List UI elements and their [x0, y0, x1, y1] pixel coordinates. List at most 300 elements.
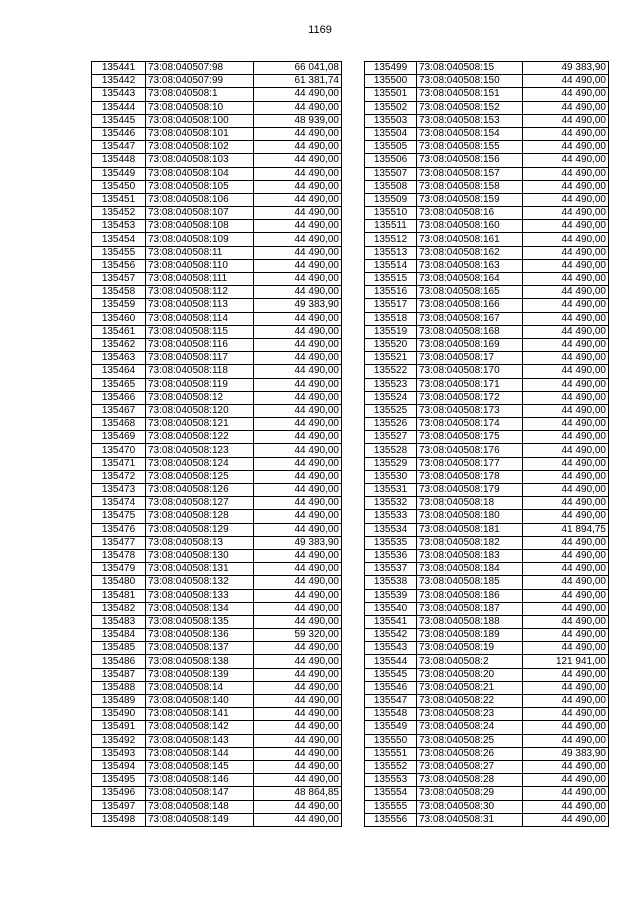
value-cell: 44 490,00 — [254, 563, 342, 576]
cadastral-number-cell: 73:08:040508:167 — [417, 312, 523, 325]
row-id-cell: 135508 — [365, 180, 417, 193]
value-cell: 44 490,00 — [523, 470, 609, 483]
row-id-cell: 135453 — [92, 220, 146, 233]
cadastral-number-cell: 73:08:040508:142 — [146, 721, 254, 734]
cadastral-number-cell: 73:08:040508:128 — [146, 510, 254, 523]
cadastral-number-cell: 73:08:040508:102 — [146, 141, 254, 154]
row-id-cell: 135465 — [92, 378, 146, 391]
row-id-cell: 135505 — [365, 141, 417, 154]
value-cell: 44 490,00 — [523, 576, 609, 589]
table-row — [92, 180, 342, 193]
table-row — [92, 88, 342, 101]
table-row — [365, 484, 609, 497]
table-row — [92, 75, 342, 88]
table-row — [92, 338, 342, 351]
row-id-cell: 135486 — [92, 655, 146, 668]
table-row — [92, 352, 342, 365]
cadastral-number-cell: 73:08:040508:101 — [146, 127, 254, 140]
cadastral-number-cell: 73:08:040508:184 — [417, 563, 523, 576]
value-cell: 44 490,00 — [254, 273, 342, 286]
table-row — [365, 299, 609, 312]
value-cell: 44 490,00 — [523, 246, 609, 259]
right-table-body — [365, 62, 609, 827]
row-id-cell: 135555 — [365, 800, 417, 813]
value-cell: 44 490,00 — [254, 681, 342, 694]
cadastral-number-cell: 73:08:040508:118 — [146, 365, 254, 378]
row-id-cell: 135448 — [92, 154, 146, 167]
cadastral-number-cell: 73:08:040508:147 — [146, 787, 254, 800]
value-cell: 44 490,00 — [254, 760, 342, 773]
row-id-cell: 135479 — [92, 563, 146, 576]
value-cell: 44 490,00 — [523, 378, 609, 391]
cadastral-number-cell: 73:08:040508:119 — [146, 378, 254, 391]
table-row — [92, 62, 342, 75]
value-cell: 59 320,00 — [254, 629, 342, 642]
value-cell: 44 490,00 — [254, 576, 342, 589]
table-row — [365, 549, 609, 562]
cadastral-number-cell: 73:08:040508:114 — [146, 312, 254, 325]
table-row — [92, 273, 342, 286]
table-row — [365, 721, 609, 734]
row-id-cell: 135473 — [92, 484, 146, 497]
table-row — [92, 233, 342, 246]
row-id-cell: 135523 — [365, 378, 417, 391]
row-id-cell: 135476 — [92, 523, 146, 536]
table-row — [92, 734, 342, 747]
table-row — [365, 457, 609, 470]
value-cell: 44 490,00 — [254, 457, 342, 470]
table-row — [365, 352, 609, 365]
row-id-cell: 135489 — [92, 695, 146, 708]
row-id-cell: 135517 — [365, 299, 417, 312]
cadastral-number-cell: 73:08:040508:146 — [146, 774, 254, 787]
row-id-cell: 135468 — [92, 418, 146, 431]
table-row — [365, 378, 609, 391]
cadastral-number-cell: 73:08:040508:170 — [417, 365, 523, 378]
table-row — [92, 391, 342, 404]
value-cell: 44 490,00 — [254, 207, 342, 220]
table-row — [365, 800, 609, 813]
table-row — [365, 404, 609, 417]
cadastral-number-cell: 73:08:040508:139 — [146, 668, 254, 681]
row-id-cell: 135497 — [92, 800, 146, 813]
cadastral-number-cell: 73:08:040508:126 — [146, 484, 254, 497]
row-id-cell: 135556 — [365, 813, 417, 826]
row-id-cell: 135455 — [92, 246, 146, 259]
value-cell: 44 490,00 — [523, 589, 609, 602]
table-row — [92, 760, 342, 773]
row-id-cell: 135507 — [365, 167, 417, 180]
table-row — [92, 193, 342, 206]
value-cell: 44 490,00 — [254, 668, 342, 681]
cadastral-number-cell: 73:08:040508:165 — [417, 286, 523, 299]
table-row — [365, 708, 609, 721]
cadastral-number-cell: 73:08:040508:100 — [146, 114, 254, 127]
row-id-cell: 135504 — [365, 127, 417, 140]
cadastral-number-cell: 73:08:040508:141 — [146, 708, 254, 721]
table-row — [92, 457, 342, 470]
left-table-body — [92, 62, 342, 827]
table-row — [365, 615, 609, 628]
table-row — [365, 101, 609, 114]
value-cell: 44 490,00 — [254, 391, 342, 404]
table-row — [365, 681, 609, 694]
value-cell: 44 490,00 — [523, 457, 609, 470]
row-id-cell: 135487 — [92, 668, 146, 681]
value-cell: 44 490,00 — [523, 774, 609, 787]
value-cell: 44 490,00 — [523, 338, 609, 351]
cadastral-number-cell: 73:08:040508:173 — [417, 404, 523, 417]
row-id-cell: 135482 — [92, 602, 146, 615]
cadastral-number-cell: 73:08:040508:10 — [146, 101, 254, 114]
cadastral-number-cell: 73:08:040508:21 — [417, 681, 523, 694]
cadastral-number-cell: 73:08:040508:27 — [417, 760, 523, 773]
table-row — [92, 602, 342, 615]
cadastral-number-cell: 73:08:040508:116 — [146, 338, 254, 351]
cadastral-number-cell: 73:08:040508:20 — [417, 668, 523, 681]
cadastral-number-cell: 73:08:040508:140 — [146, 695, 254, 708]
value-cell: 44 490,00 — [254, 497, 342, 510]
row-id-cell: 135503 — [365, 114, 417, 127]
cadastral-number-cell: 73:08:040508:158 — [417, 180, 523, 193]
table-row — [92, 299, 342, 312]
cadastral-number-cell: 73:08:040508:171 — [417, 378, 523, 391]
value-cell: 44 490,00 — [523, 734, 609, 747]
cadastral-number-cell: 73:08:040508:168 — [417, 325, 523, 338]
value-cell: 44 490,00 — [254, 800, 342, 813]
value-cell: 44 490,00 — [523, 391, 609, 404]
table-row — [365, 75, 609, 88]
table-row — [365, 734, 609, 747]
value-cell: 44 490,00 — [523, 273, 609, 286]
cadastral-number-cell: 73:08:040508:110 — [146, 259, 254, 272]
table-row — [92, 127, 342, 140]
value-cell: 44 490,00 — [254, 101, 342, 114]
row-id-cell: 135548 — [365, 708, 417, 721]
cadastral-number-cell: 73:08:040508:131 — [146, 563, 254, 576]
row-id-cell: 135474 — [92, 497, 146, 510]
table-row — [92, 154, 342, 167]
cadastral-number-cell: 73:08:040508:123 — [146, 444, 254, 457]
row-id-cell: 135512 — [365, 233, 417, 246]
cadastral-number-cell: 73:08:040508:179 — [417, 484, 523, 497]
row-id-cell: 135540 — [365, 602, 417, 615]
value-cell: 49 383,90 — [523, 62, 609, 75]
value-cell: 44 490,00 — [523, 510, 609, 523]
cadastral-number-cell: 73:08:040508:166 — [417, 299, 523, 312]
value-cell: 44 490,00 — [254, 352, 342, 365]
value-cell: 44 490,00 — [523, 233, 609, 246]
row-id-cell: 135483 — [92, 615, 146, 628]
table-row — [365, 62, 609, 75]
row-id-cell: 135502 — [365, 101, 417, 114]
row-id-cell: 135444 — [92, 101, 146, 114]
table-row — [92, 141, 342, 154]
value-cell: 44 490,00 — [254, 365, 342, 378]
cadastral-number-cell: 73:08:040508:19 — [417, 642, 523, 655]
row-id-cell: 135462 — [92, 338, 146, 351]
table-row — [92, 484, 342, 497]
row-id-cell: 135535 — [365, 536, 417, 549]
table-row — [365, 747, 609, 760]
table-row — [92, 523, 342, 536]
left-data-table — [91, 61, 342, 827]
value-cell: 44 490,00 — [254, 418, 342, 431]
cadastral-number-cell: 73:08:040508:121 — [146, 418, 254, 431]
table-row — [92, 259, 342, 272]
table-row — [365, 286, 609, 299]
row-id-cell: 135551 — [365, 747, 417, 760]
row-id-cell: 135452 — [92, 207, 146, 220]
value-cell: 44 490,00 — [254, 127, 342, 140]
cadastral-number-cell: 73:08:040508:189 — [417, 629, 523, 642]
row-id-cell: 135493 — [92, 747, 146, 760]
row-id-cell: 135536 — [365, 549, 417, 562]
value-cell: 44 490,00 — [254, 615, 342, 628]
row-id-cell: 135469 — [92, 431, 146, 444]
value-cell: 44 490,00 — [523, 497, 609, 510]
table-row — [365, 431, 609, 444]
value-cell: 44 490,00 — [254, 549, 342, 562]
table-row — [92, 615, 342, 628]
row-id-cell: 135513 — [365, 246, 417, 259]
cadastral-number-cell: 73:08:040508:120 — [146, 404, 254, 417]
value-cell: 44 490,00 — [523, 615, 609, 628]
row-id-cell: 135537 — [365, 563, 417, 576]
table-row — [365, 563, 609, 576]
row-id-cell: 135499 — [365, 62, 417, 75]
table-row — [365, 813, 609, 826]
table-row — [365, 312, 609, 325]
cadastral-number-cell: 73:08:040508:176 — [417, 444, 523, 457]
cadastral-number-cell: 73:08:040508:180 — [417, 510, 523, 523]
cadastral-number-cell: 73:08:040508:29 — [417, 787, 523, 800]
value-cell: 61 381,74 — [254, 75, 342, 88]
table-row — [365, 510, 609, 523]
table-row — [365, 536, 609, 549]
cadastral-number-cell: 73:08:040508:188 — [417, 615, 523, 628]
value-cell: 44 490,00 — [523, 444, 609, 457]
cadastral-number-cell: 73:08:040508:122 — [146, 431, 254, 444]
table-row — [365, 760, 609, 773]
table-row — [365, 167, 609, 180]
cadastral-number-cell: 73:08:040508:185 — [417, 576, 523, 589]
cadastral-number-cell: 73:08:040508:186 — [417, 589, 523, 602]
value-cell: 44 490,00 — [254, 602, 342, 615]
cadastral-number-cell: 73:08:040508:132 — [146, 576, 254, 589]
table-row — [92, 642, 342, 655]
value-cell: 44 490,00 — [254, 312, 342, 325]
cadastral-number-cell: 73:08:040508:23 — [417, 708, 523, 721]
cadastral-number-cell: 73:08:040508:154 — [417, 127, 523, 140]
table-row — [92, 286, 342, 299]
row-id-cell: 135466 — [92, 391, 146, 404]
table-row — [365, 114, 609, 127]
cadastral-number-cell: 73:08:040508:161 — [417, 233, 523, 246]
row-id-cell: 135464 — [92, 365, 146, 378]
table-row — [92, 681, 342, 694]
cadastral-number-cell: 73:08:040508:134 — [146, 602, 254, 615]
row-id-cell: 135546 — [365, 681, 417, 694]
row-id-cell: 135480 — [92, 576, 146, 589]
row-id-cell: 135488 — [92, 681, 146, 694]
table-row — [365, 259, 609, 272]
cadastral-number-cell: 73:08:040508:103 — [146, 154, 254, 167]
value-cell: 44 490,00 — [523, 101, 609, 114]
cadastral-number-cell: 73:08:040508:26 — [417, 747, 523, 760]
table-row — [365, 642, 609, 655]
row-id-cell: 135496 — [92, 787, 146, 800]
table-row — [365, 88, 609, 101]
row-id-cell: 135459 — [92, 299, 146, 312]
cadastral-number-cell: 73:08:040508:108 — [146, 220, 254, 233]
value-cell: 44 490,00 — [254, 404, 342, 417]
table-row — [365, 602, 609, 615]
row-id-cell: 135463 — [92, 352, 146, 365]
value-cell: 44 490,00 — [523, 299, 609, 312]
table-row — [92, 470, 342, 483]
value-cell: 44 490,00 — [254, 734, 342, 747]
value-cell: 44 490,00 — [254, 154, 342, 167]
value-cell: 44 490,00 — [523, 167, 609, 180]
cadastral-number-cell: 73:08:040507:99 — [146, 75, 254, 88]
cadastral-number-cell: 73:08:040508:157 — [417, 167, 523, 180]
row-id-cell: 135526 — [365, 418, 417, 431]
cadastral-number-cell: 73:08:040508:148 — [146, 800, 254, 813]
value-cell: 44 490,00 — [523, 127, 609, 140]
table-row — [92, 589, 342, 602]
table-row — [365, 127, 609, 140]
row-id-cell: 135552 — [365, 760, 417, 773]
table-row — [365, 576, 609, 589]
value-cell: 44 490,00 — [254, 193, 342, 206]
value-cell: 44 490,00 — [523, 563, 609, 576]
cadastral-number-cell: 73:08:040508:28 — [417, 774, 523, 787]
table-row — [92, 695, 342, 708]
row-id-cell: 135539 — [365, 589, 417, 602]
table-row — [365, 774, 609, 787]
table-row — [92, 312, 342, 325]
cadastral-number-cell: 73:08:040508:115 — [146, 325, 254, 338]
row-id-cell: 135491 — [92, 721, 146, 734]
cadastral-number-cell: 73:08:040508:164 — [417, 273, 523, 286]
cadastral-number-cell: 73:08:040508:138 — [146, 655, 254, 668]
cadastral-number-cell: 73:08:040508:135 — [146, 615, 254, 628]
value-cell: 44 490,00 — [523, 760, 609, 773]
row-id-cell: 135454 — [92, 233, 146, 246]
cadastral-number-cell: 73:08:040508:2 — [417, 655, 523, 668]
value-cell: 44 490,00 — [254, 813, 342, 826]
value-cell: 44 490,00 — [254, 510, 342, 523]
row-id-cell: 135461 — [92, 325, 146, 338]
cadastral-number-cell: 73:08:040508:129 — [146, 523, 254, 536]
table-row — [92, 813, 342, 826]
value-cell: 44 490,00 — [523, 813, 609, 826]
cadastral-number-cell: 73:08:040508:25 — [417, 734, 523, 747]
row-id-cell: 135506 — [365, 154, 417, 167]
cadastral-number-cell: 73:08:040508:18 — [417, 497, 523, 510]
cadastral-number-cell: 73:08:040508:133 — [146, 589, 254, 602]
cadastral-number-cell: 73:08:040508:177 — [417, 457, 523, 470]
row-id-cell: 135521 — [365, 352, 417, 365]
value-cell: 44 490,00 — [523, 220, 609, 233]
row-id-cell: 135485 — [92, 642, 146, 655]
row-id-cell: 135534 — [365, 523, 417, 536]
row-id-cell: 135471 — [92, 457, 146, 470]
value-cell: 48 864,85 — [254, 787, 342, 800]
value-cell: 44 490,00 — [523, 681, 609, 694]
cadastral-number-cell: 73:08:040507:98 — [146, 62, 254, 75]
row-id-cell: 135553 — [365, 774, 417, 787]
cadastral-number-cell: 73:08:040508:172 — [417, 391, 523, 404]
row-id-cell: 135456 — [92, 259, 146, 272]
row-id-cell: 135538 — [365, 576, 417, 589]
table-row — [92, 774, 342, 787]
value-cell: 44 490,00 — [254, 88, 342, 101]
value-cell: 44 490,00 — [254, 259, 342, 272]
cadastral-number-cell: 73:08:040508:175 — [417, 431, 523, 444]
row-id-cell: 135520 — [365, 338, 417, 351]
row-id-cell: 135449 — [92, 167, 146, 180]
value-cell: 44 490,00 — [254, 246, 342, 259]
cadastral-number-cell: 73:08:040508:107 — [146, 207, 254, 220]
value-cell: 44 490,00 — [523, 431, 609, 444]
row-id-cell: 135524 — [365, 391, 417, 404]
row-id-cell: 135450 — [92, 180, 146, 193]
row-id-cell: 135490 — [92, 708, 146, 721]
cadastral-number-cell: 73:08:040508:130 — [146, 549, 254, 562]
table-row — [92, 431, 342, 444]
table-row — [365, 193, 609, 206]
table-row — [365, 655, 609, 668]
row-id-cell: 135445 — [92, 114, 146, 127]
cadastral-number-cell: 73:08:040508:145 — [146, 760, 254, 773]
row-id-cell: 135528 — [365, 444, 417, 457]
value-cell: 44 490,00 — [254, 642, 342, 655]
value-cell: 44 490,00 — [523, 418, 609, 431]
cadastral-number-cell: 73:08:040508:181 — [417, 523, 523, 536]
value-cell: 48 939,00 — [254, 114, 342, 127]
table-row — [365, 391, 609, 404]
value-cell: 44 490,00 — [523, 695, 609, 708]
cadastral-number-cell: 73:08:040508:163 — [417, 259, 523, 272]
value-cell: 49 383,90 — [523, 747, 609, 760]
row-id-cell: 135529 — [365, 457, 417, 470]
row-id-cell: 135533 — [365, 510, 417, 523]
cadastral-number-cell: 73:08:040508:151 — [417, 88, 523, 101]
table-row — [365, 589, 609, 602]
row-id-cell: 135446 — [92, 127, 146, 140]
value-cell: 44 490,00 — [523, 114, 609, 127]
value-cell: 44 490,00 — [254, 233, 342, 246]
value-cell: 44 490,00 — [254, 220, 342, 233]
row-id-cell: 135541 — [365, 615, 417, 628]
row-id-cell: 135484 — [92, 629, 146, 642]
value-cell: 44 490,00 — [254, 167, 342, 180]
row-id-cell: 135457 — [92, 273, 146, 286]
table-row — [365, 273, 609, 286]
table-row — [92, 708, 342, 721]
row-id-cell: 135525 — [365, 404, 417, 417]
value-cell: 44 490,00 — [254, 444, 342, 457]
value-cell: 44 490,00 — [254, 286, 342, 299]
value-cell: 66 041,08 — [254, 62, 342, 75]
row-id-cell: 135460 — [92, 312, 146, 325]
value-cell: 49 383,90 — [254, 536, 342, 549]
cadastral-number-cell: 73:08:040508:174 — [417, 418, 523, 431]
value-cell: 44 490,00 — [523, 88, 609, 101]
value-cell: 44 490,00 — [254, 747, 342, 760]
